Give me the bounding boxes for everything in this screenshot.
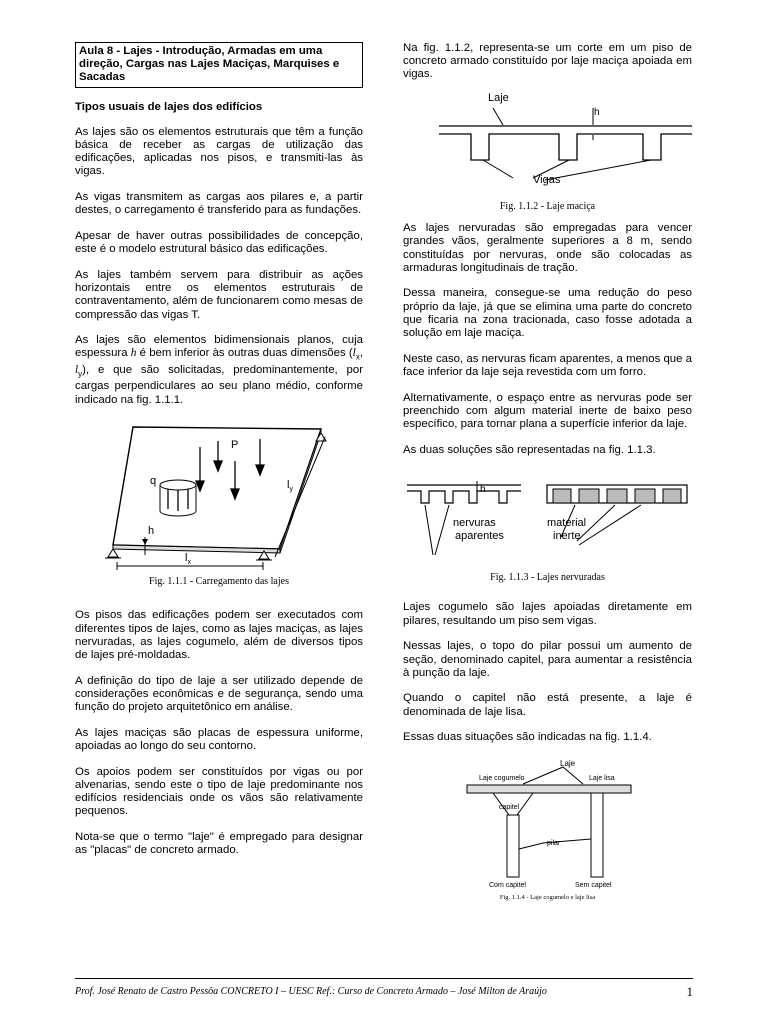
- paragraph: Essas duas situações são indicadas na fig. 1.1.4.: [403, 731, 652, 744]
- paragraph: As duas soluções são representadas na fig. 1.1.3.: [403, 443, 656, 456]
- paragraph: Dessa maneira, consegue-se uma redução do peso próprio da laje, já que se elimina uma parte do concreto que ficaria na zona tracionada, caso fosse adotada a solução em laje maciça.: [403, 287, 692, 340]
- figure-caption: Fig. 1.1.4 - Laje cogumelo e laje lisa: [499, 894, 596, 902]
- paragraph-dimensions: As lajes são elementos bidimensionais planos, cuja espessura h é bem inferior às outras duas dimensões ($l_x$, $l_y$), e que são solicitadas, predominantemente, por cargas perpendiculares ao seu plano médio, conforme indicado na fig. 1.1.1.: [75, 334, 363, 406]
- paragraph: As lajes também servem para distribuir as ações horizontais entre os elementos estruturais de contraventamento, além de funcionarem como mesas de compressão das vigas T.: [75, 268, 363, 321]
- paragraph: Os pisos das edificações podem ser executados com diferentes tipos de lajes, como as lajes maciças, as lajes nervuradas, as lajes cogumelo, além de diversos tipos de lajes pré-moldadas.: [75, 609, 363, 661]
- label-capitel: capitel: [499, 804, 520, 812]
- paragraph: Apesar de haver outras possibilidades de concepção, este é o modelo estrutural básico das edificações.: [75, 230, 363, 256]
- label-vigas: Vigas: [533, 174, 561, 187]
- label-q: q: [150, 475, 157, 488]
- figure-caption: Fig. 1.1.2 - Laje maciça: [499, 201, 596, 213]
- paragraph: Nota-se que o termo "laje" é empregado para designar as "placas" de concreto armado.: [75, 830, 363, 857]
- label-p: P: [231, 439, 239, 452]
- figure-1-1-3: [403, 465, 692, 587]
- figure-1-1-2: [403, 88, 692, 216]
- figure-1-1-1: [75, 419, 363, 599]
- paragraph: A definição do tipo de laje a ser utilizado depende de considerações econômicas e de segurança, sendo uma função do projeto arquitetônico em análise.: [75, 674, 363, 714]
- label-laje-cogumelo: Laje cogumelo: [479, 775, 525, 783]
- slab-load-diagram: [75, 419, 363, 579]
- label-ly: $l_y$: [287, 479, 293, 494]
- paragraph: Alternativamente, o espaço entre as nervuras pode ser preenchido com algum material inerte de baixo peso específico, para tornar plana a superfície inferior da laje.: [403, 391, 692, 431]
- flat-slab-diagram: [403, 757, 692, 897]
- label-aparentes: aparentes: [455, 530, 504, 543]
- figure-caption: Fig. 1.1.1 - Carregamento das lajes: [149, 576, 289, 588]
- paragraph: As lajes são os elementos estruturais que têm a função básica de receber as cargas de utilização das edificações, aplicadas nos pisos, e transmiti-las às vigas.: [75, 125, 363, 178]
- paragraph: As vigas transmitem as cargas aos pilares e, a partir destes, o carregamento é transferido para as fundações.: [75, 191, 363, 217]
- figure-1-1-4: [403, 757, 692, 902]
- label-nervuras: nervuras: [453, 517, 496, 530]
- paragraph: As lajes maciças são placas de espessura uniforme, apoiadas ao longo do seu contorno.: [75, 726, 363, 752]
- paragraph: As lajes nervuradas são empregadas para vencer grandes vãos, geralmente superiores a 8 m, sendo constituídas por nervuras, onde são colocadas as armaduras longitudinais de tração.: [403, 222, 692, 274]
- label-laje-lisa: Laje lisa: [589, 775, 615, 783]
- label-com-capitel: Com capitel: [489, 882, 526, 890]
- lesson-title: Aula 8 - Lajes - Introdução, Armadas em uma direção, Cargas nas Lajes Maciças, Marquises e Sacadas: [75, 42, 363, 88]
- label-laje: Laje: [560, 759, 576, 769]
- label-pilar: pilar: [547, 840, 561, 848]
- paragraph: Na fig. 1.1.2, representa-se um corte em um piso de concreto armado constituído por laje maciça apoiada em vigas.: [403, 42, 692, 81]
- right-column: [403, 42, 692, 902]
- label-h: h: [480, 484, 486, 496]
- footer-text: Prof. José Renato de Castro Pessôa CONCRETO I – UESC Ref.: Curso de Concreto Armado – José Milton de Araújo: [75, 986, 547, 997]
- label-laje: Laje: [488, 92, 509, 105]
- page-number: 1: [686, 984, 693, 999]
- label-material: material: [547, 517, 587, 530]
- paragraph: Neste caso, as nervuras ficam aparentes, a menos que a face inferior da laje seja revestida com um forro.: [403, 352, 692, 378]
- label-sem-capitel: Sem capitel: [575, 882, 612, 890]
- label-h: h: [594, 107, 600, 119]
- paragraph: Nessas lajes, o topo do pilar possui um aumento de seção, denominado capitel, para aumentar a resistência à punção da laje.: [403, 640, 692, 679]
- figure-caption: Fig. 1.1.3 - Lajes nervuradas: [490, 572, 605, 584]
- left-column: [75, 42, 363, 870]
- paragraph: Lajes cogumelo são lajes apoiadas diretamente em pilares, resultando um piso sem vigas.: [403, 601, 692, 627]
- page-footer: [75, 978, 693, 997]
- paragraph: Os apoios podem ser constituídos por vigas ou por alvenarias, sendo este o tipo de laje predominante nos edifícios residenciais onde os vãos são relativamente pequenos.: [75, 765, 363, 818]
- label-h: h: [148, 525, 155, 538]
- section-heading: Tipos usuais de lajes dos edifícios: [75, 100, 263, 113]
- label-lx: $l_x$: [185, 552, 191, 567]
- paragraph: Quando o capitel não está presente, a laje é denominada de laje lisa.: [403, 692, 692, 718]
- label-inerte: inerte: [553, 530, 581, 543]
